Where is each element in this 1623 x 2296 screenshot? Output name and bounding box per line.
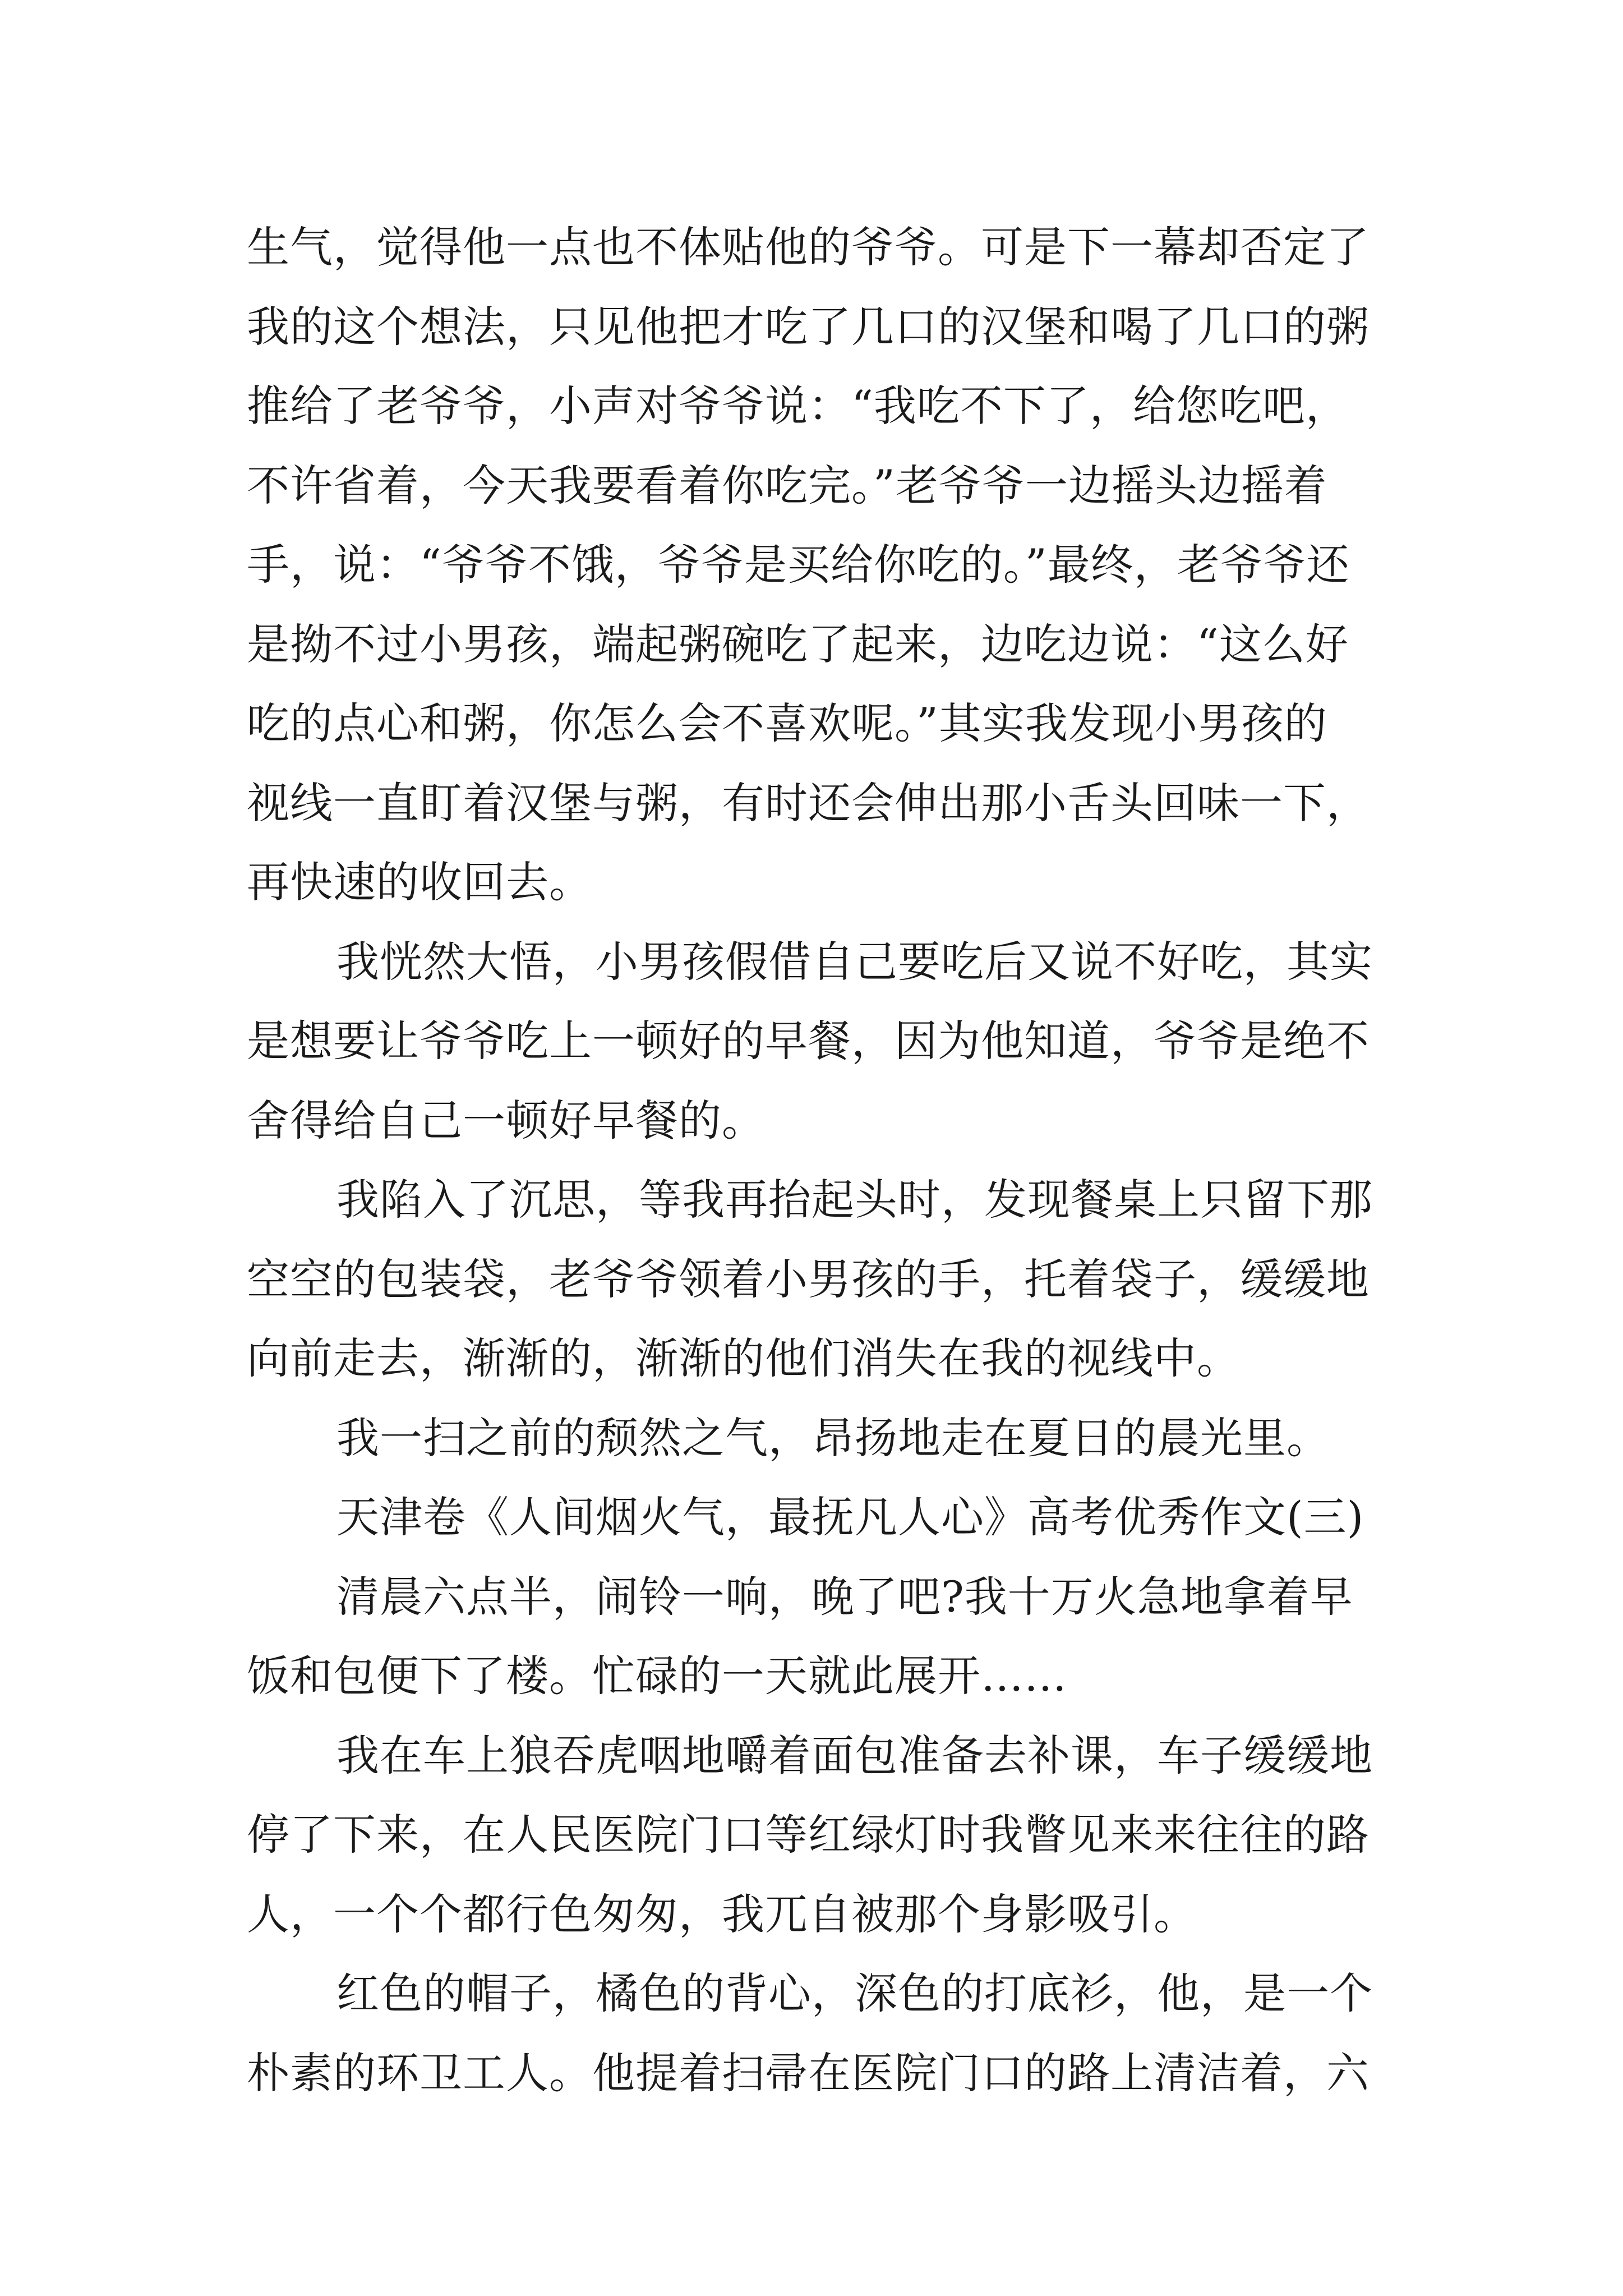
text-line: 吃的点心和粥，你怎么会不喜欢呢。”其实我发现小男孩的 (247, 698, 1327, 748)
text-line: 视线一直盯着汉堡与粥，有时还会伸出那小舌头回味一下， (247, 777, 1370, 828)
text-line: 我的这个想法，只见他把才吃了几口的汉堡和喝了几口的粥 (247, 301, 1370, 352)
text-line: 生气，觉得他一点也不体贴他的爷爷。可是下一幕却否定了 (247, 222, 1370, 272)
text-line: 停了下来，在人民医院门口等红绿灯时我瞥见来来往往的路 (247, 1810, 1370, 1860)
text-line: 人，一个个都行色匆匆，我兀自被那个身影吸引。 (247, 1889, 1197, 1939)
text-line: 是想要让爷爷吃上一顿好的早餐，因为他知道，爷爷是绝不 (247, 1016, 1370, 1066)
text-line: 我一扫之前的颓然之气，昂扬地走在夏日的晨光里。 (336, 1412, 1330, 1463)
text-line: 舍得给自己一顿好早餐的。 (247, 1095, 765, 1145)
text-line: 朴素的环卫工人。他提着扫帚在医院门口的路上清洁着，六 (247, 2047, 1370, 2098)
text-line: 清晨六点半，闹铃一响，晚了吧?我十万火急地拿着早 (336, 1571, 1353, 1622)
text-line: 不许省着，今天我要看着你吃完。”老爷爷一边摇头边摇着 (247, 460, 1327, 510)
text-line: 是拗不过小男孩，端起粥碗吃了起来，边吃边说：“这么好 (247, 619, 1349, 669)
text-line: 再快速的收回去。 (247, 857, 592, 907)
text-line: 推给了老爷爷，小声对爷爷说：“我吃不下了，给您吃吧， (247, 381, 1349, 431)
text-line: 天津卷《人间烟火气，最抚凡人心》高考优秀作文(三) (336, 1492, 1364, 1542)
text-line: 我在车上狼吞虎咽地嚼着面包准备去补课，车子缓缓地 (336, 1730, 1373, 1780)
text-line: 向前走去，渐渐的，渐渐的他们消失在我的视线中。 (247, 1333, 1240, 1383)
text-line: 空空的包装袋，老爷爷领着小男孩的手，托着袋子，缓缓地 (247, 1254, 1370, 1304)
text-line: 红色的帽子，橘色的背心，深色的打底衫，他，是一个 (336, 1968, 1373, 2018)
text-line: 我恍然大悟，小男孩假借自己要吃后又说不好吃，其实 (336, 936, 1373, 987)
body-text (247, 208, 1391, 2113)
text-line: 我陷入了沉思，等我再抬起头时，发现餐桌上只留下那 (336, 1175, 1373, 1225)
text-line: 饭和包便下了楼。忙碌的一天就此展开…… (247, 1651, 1067, 1701)
text-line: 手，说：“爷爷不饿，爷爷是买给你吃的。”最终，老爷爷还 (247, 540, 1350, 590)
